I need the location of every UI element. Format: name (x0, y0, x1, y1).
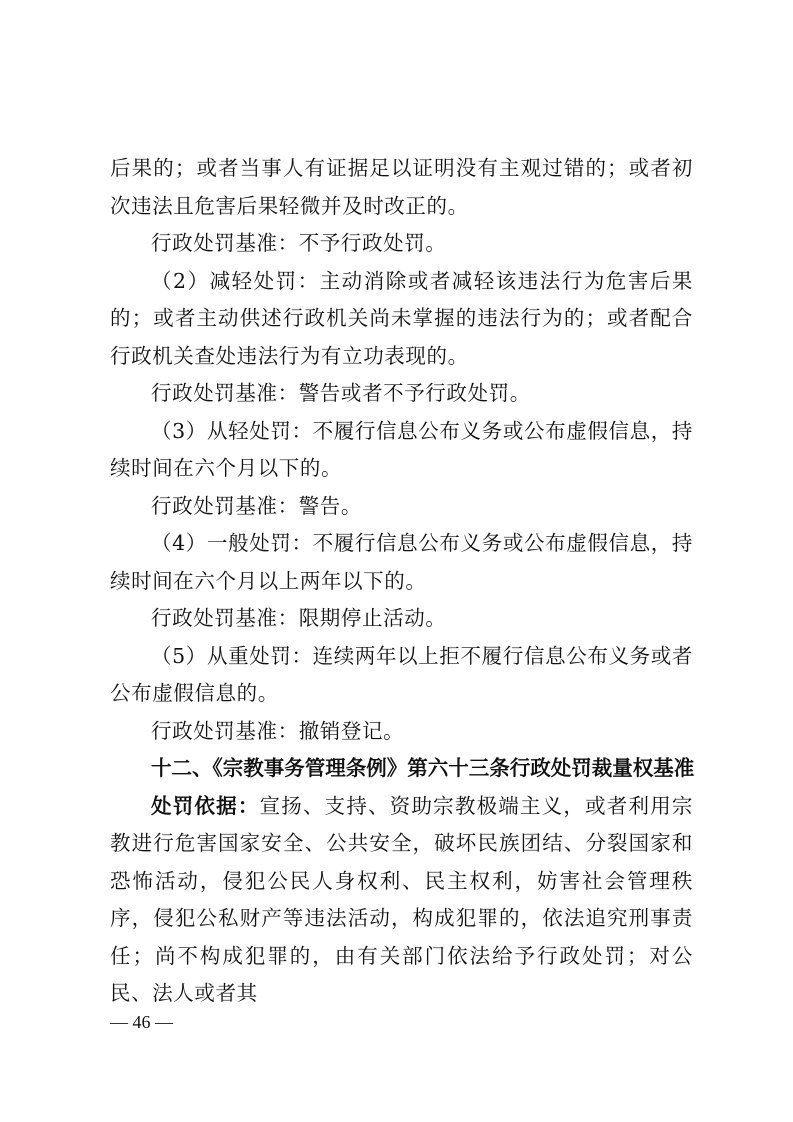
paragraph-5: （3）从轻处罚：不履行信息公布义务或公布虚假信息，持续时间在六个月以下的。 (110, 418, 693, 480)
paragraph-7: （4）一般处罚：不履行信息公布义务或公布虚假信息，持续时间在六个月以上两年以下的。 (110, 531, 693, 593)
basis-paragraph (110, 788, 693, 1013)
paragraph-10: 行政处罚基准：撤销登记。 (151, 718, 405, 743)
paragraph-3: （2）减轻处罚：主动消除或者减轻该违法行为危害后果的；或者主动供述行政机关尚未掌握的违法行为的；或者配合行政机关查处违法行为有立功表现的。 (110, 268, 693, 368)
paragraph-4: 行政处罚基准：警告或者不予行政处罚。 (151, 381, 531, 405)
paragraph-1: 后果的；或者当事人有证据足以证明没有主观过错的；或者初次违法且危害后果轻微并及时改正的。 (110, 156, 693, 218)
basis-text: 宣扬、支持、资助宗教极端主义，或者利用宗教进行危害国家安全、公共安全，破坏民族团结、分裂国家和恐怖活动，侵犯公民人身权利、民主权利，妨害社会管理秩序，侵犯公私财产等违法活动，构成犯罪的，依法追究刑事责任；尚不构成犯罪的，由有关部门依法给予行政处罚；对公民、法人或者其 (110, 793, 694, 1005)
paragraph-6: 行政处罚基准：警告。 (151, 493, 362, 518)
paragraph-8: 行政处罚基准：限期停止活动。 (151, 606, 447, 630)
paragraph-9: （5）从重处罚：连续两年以上拒不履行信息公布义务或者公布虚假信息的。 (110, 643, 693, 705)
section-heading: 十二、《宗教事务管理条例》第六十三条行政处罚裁量权基准 (151, 756, 695, 780)
paragraph-2: 行政处罚基准：不予行政处罚。 (151, 231, 447, 255)
page-body (110, 150, 693, 1013)
page-number: — 46 — (110, 1012, 173, 1032)
basis-label: 处罚依据： (151, 793, 260, 818)
